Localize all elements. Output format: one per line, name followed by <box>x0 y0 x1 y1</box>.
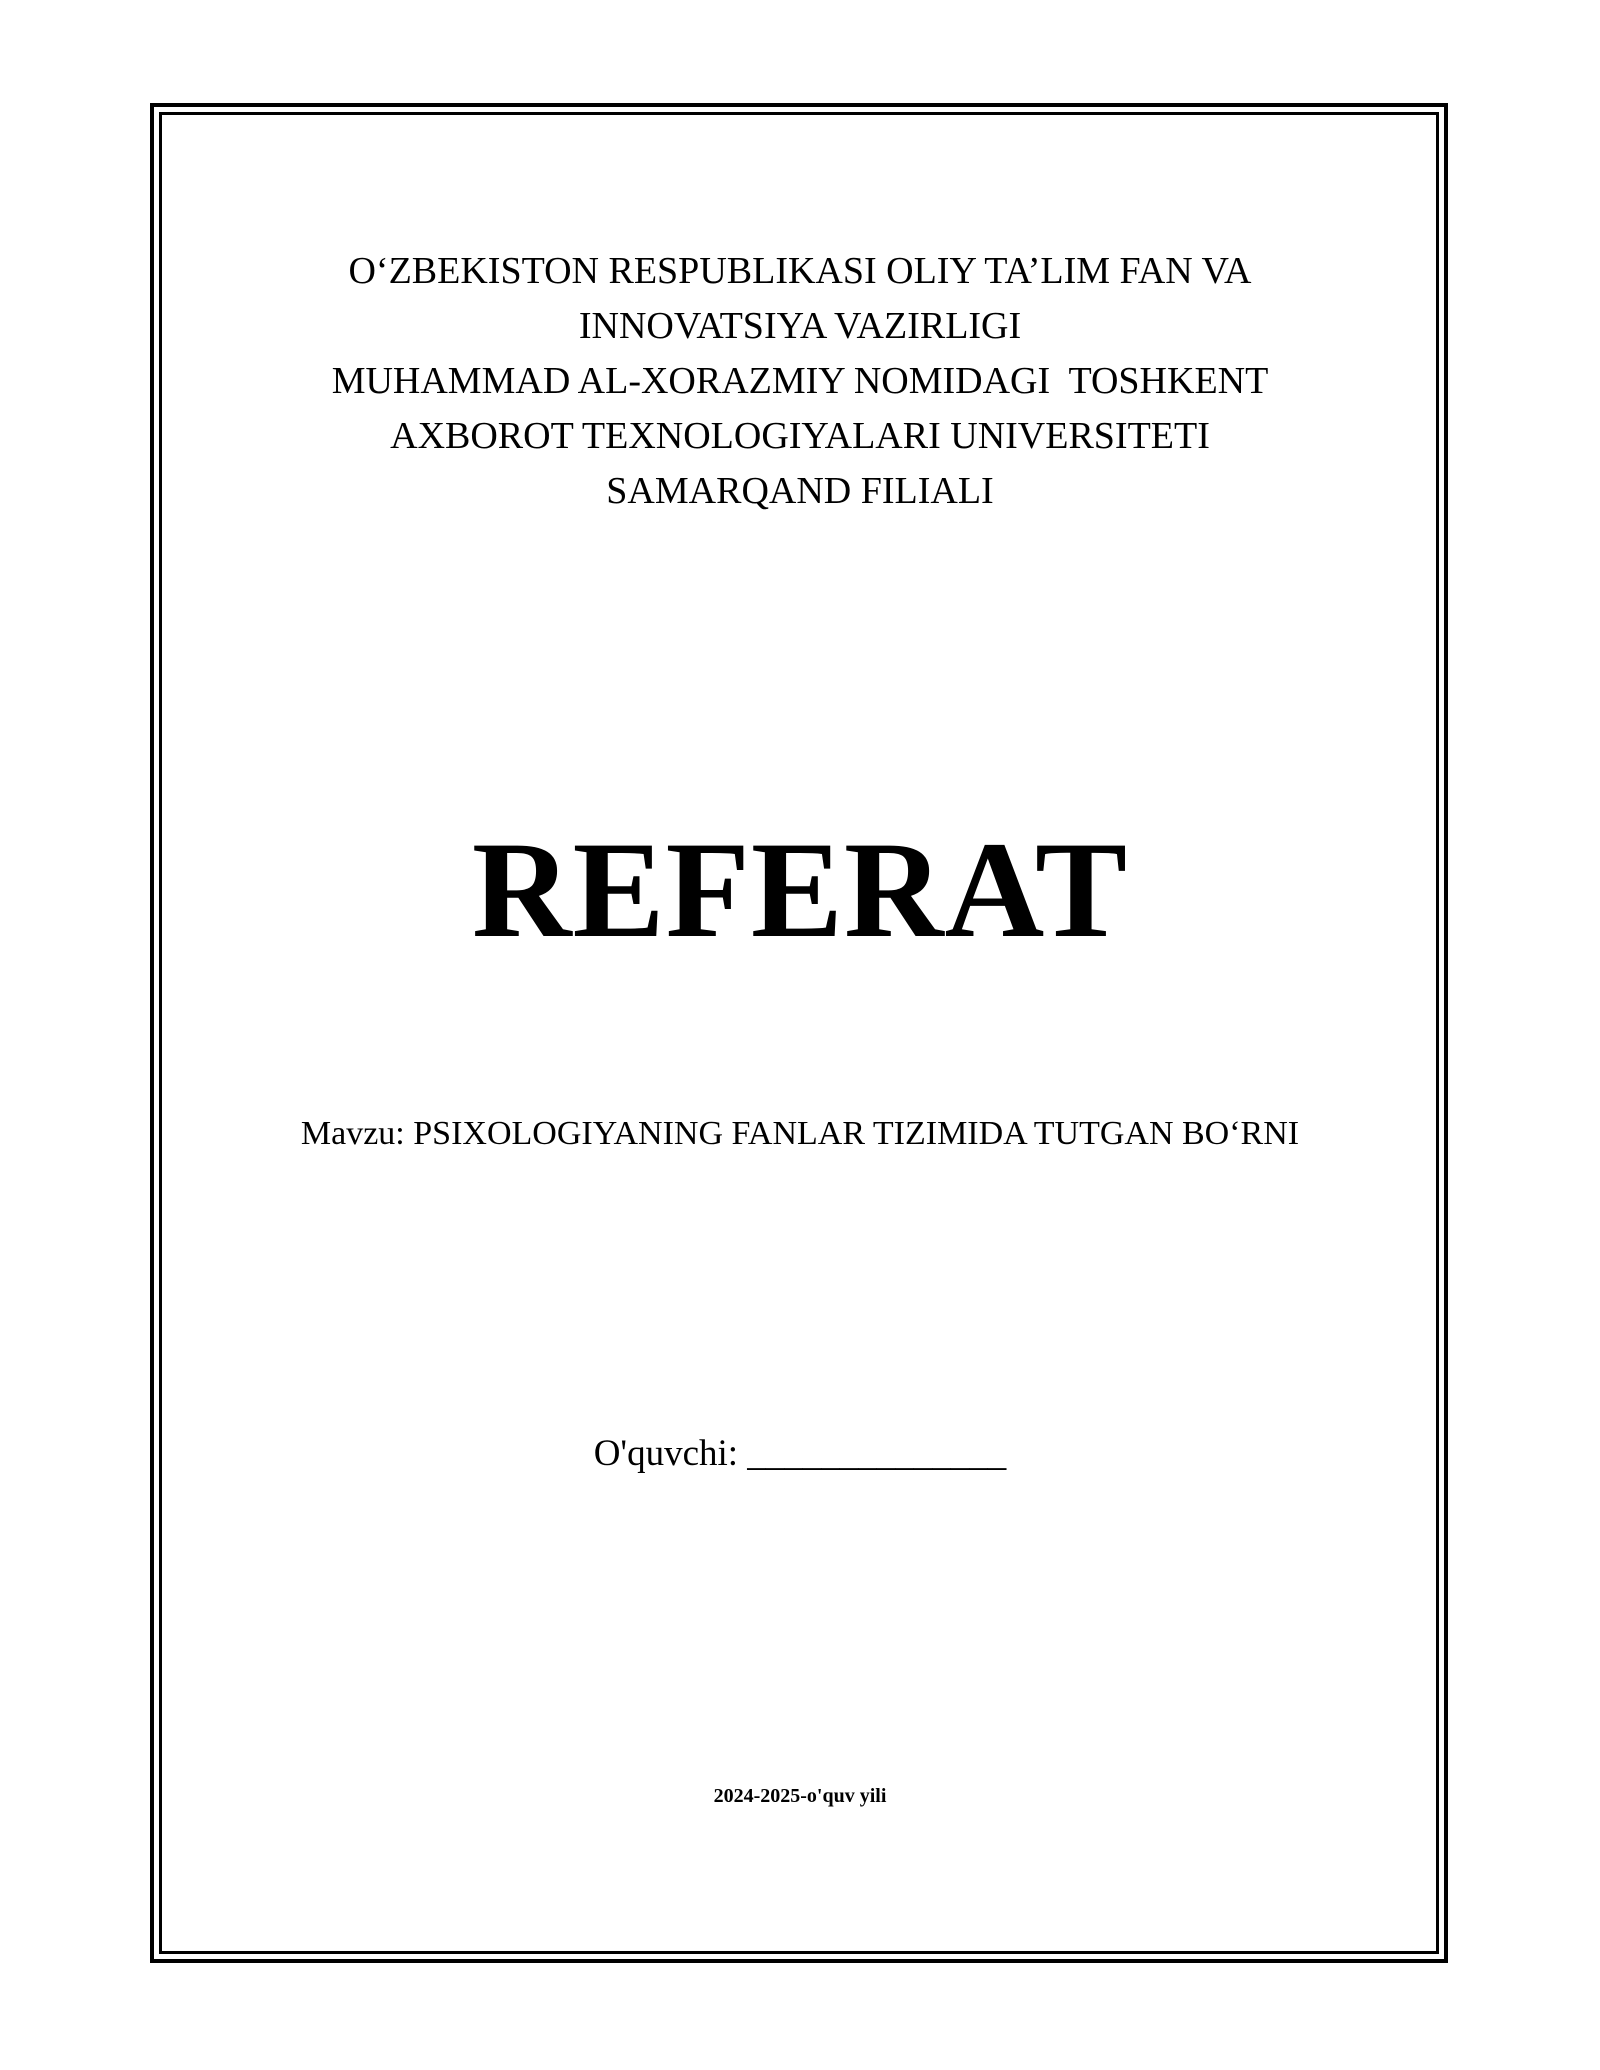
student-field: O'quvchi: ______________ <box>593 1433 1007 1474</box>
academic-year: 2024-2025-o'quv yili <box>713 1785 887 1807</box>
header-line-2: INNOVATSIYA VAZIRLIGI <box>578 305 1022 347</box>
header-line-4: AXBOROT TEXNOLOGIYALARI UNIVERSITETI <box>390 415 1210 457</box>
institution-header <box>160 244 1440 519</box>
header-line-5: SAMARQAND FILIALI <box>606 470 994 512</box>
document-title: REFERAT <box>471 813 1129 966</box>
header-line-3: MUHAMMAD AL-XORAZMIY NOMIDAGI TOSHKENT <box>331 360 1269 402</box>
topic-line: Mavzu: PSIXOLOGIYANING FANLAR TIZIMIDA TUTGAN BO‘RNI <box>300 1115 1300 1152</box>
header-line-1: O‘ZBEKISTON RESPUBLIKASI OLIY TA’LIM FAN VA <box>348 250 1252 292</box>
